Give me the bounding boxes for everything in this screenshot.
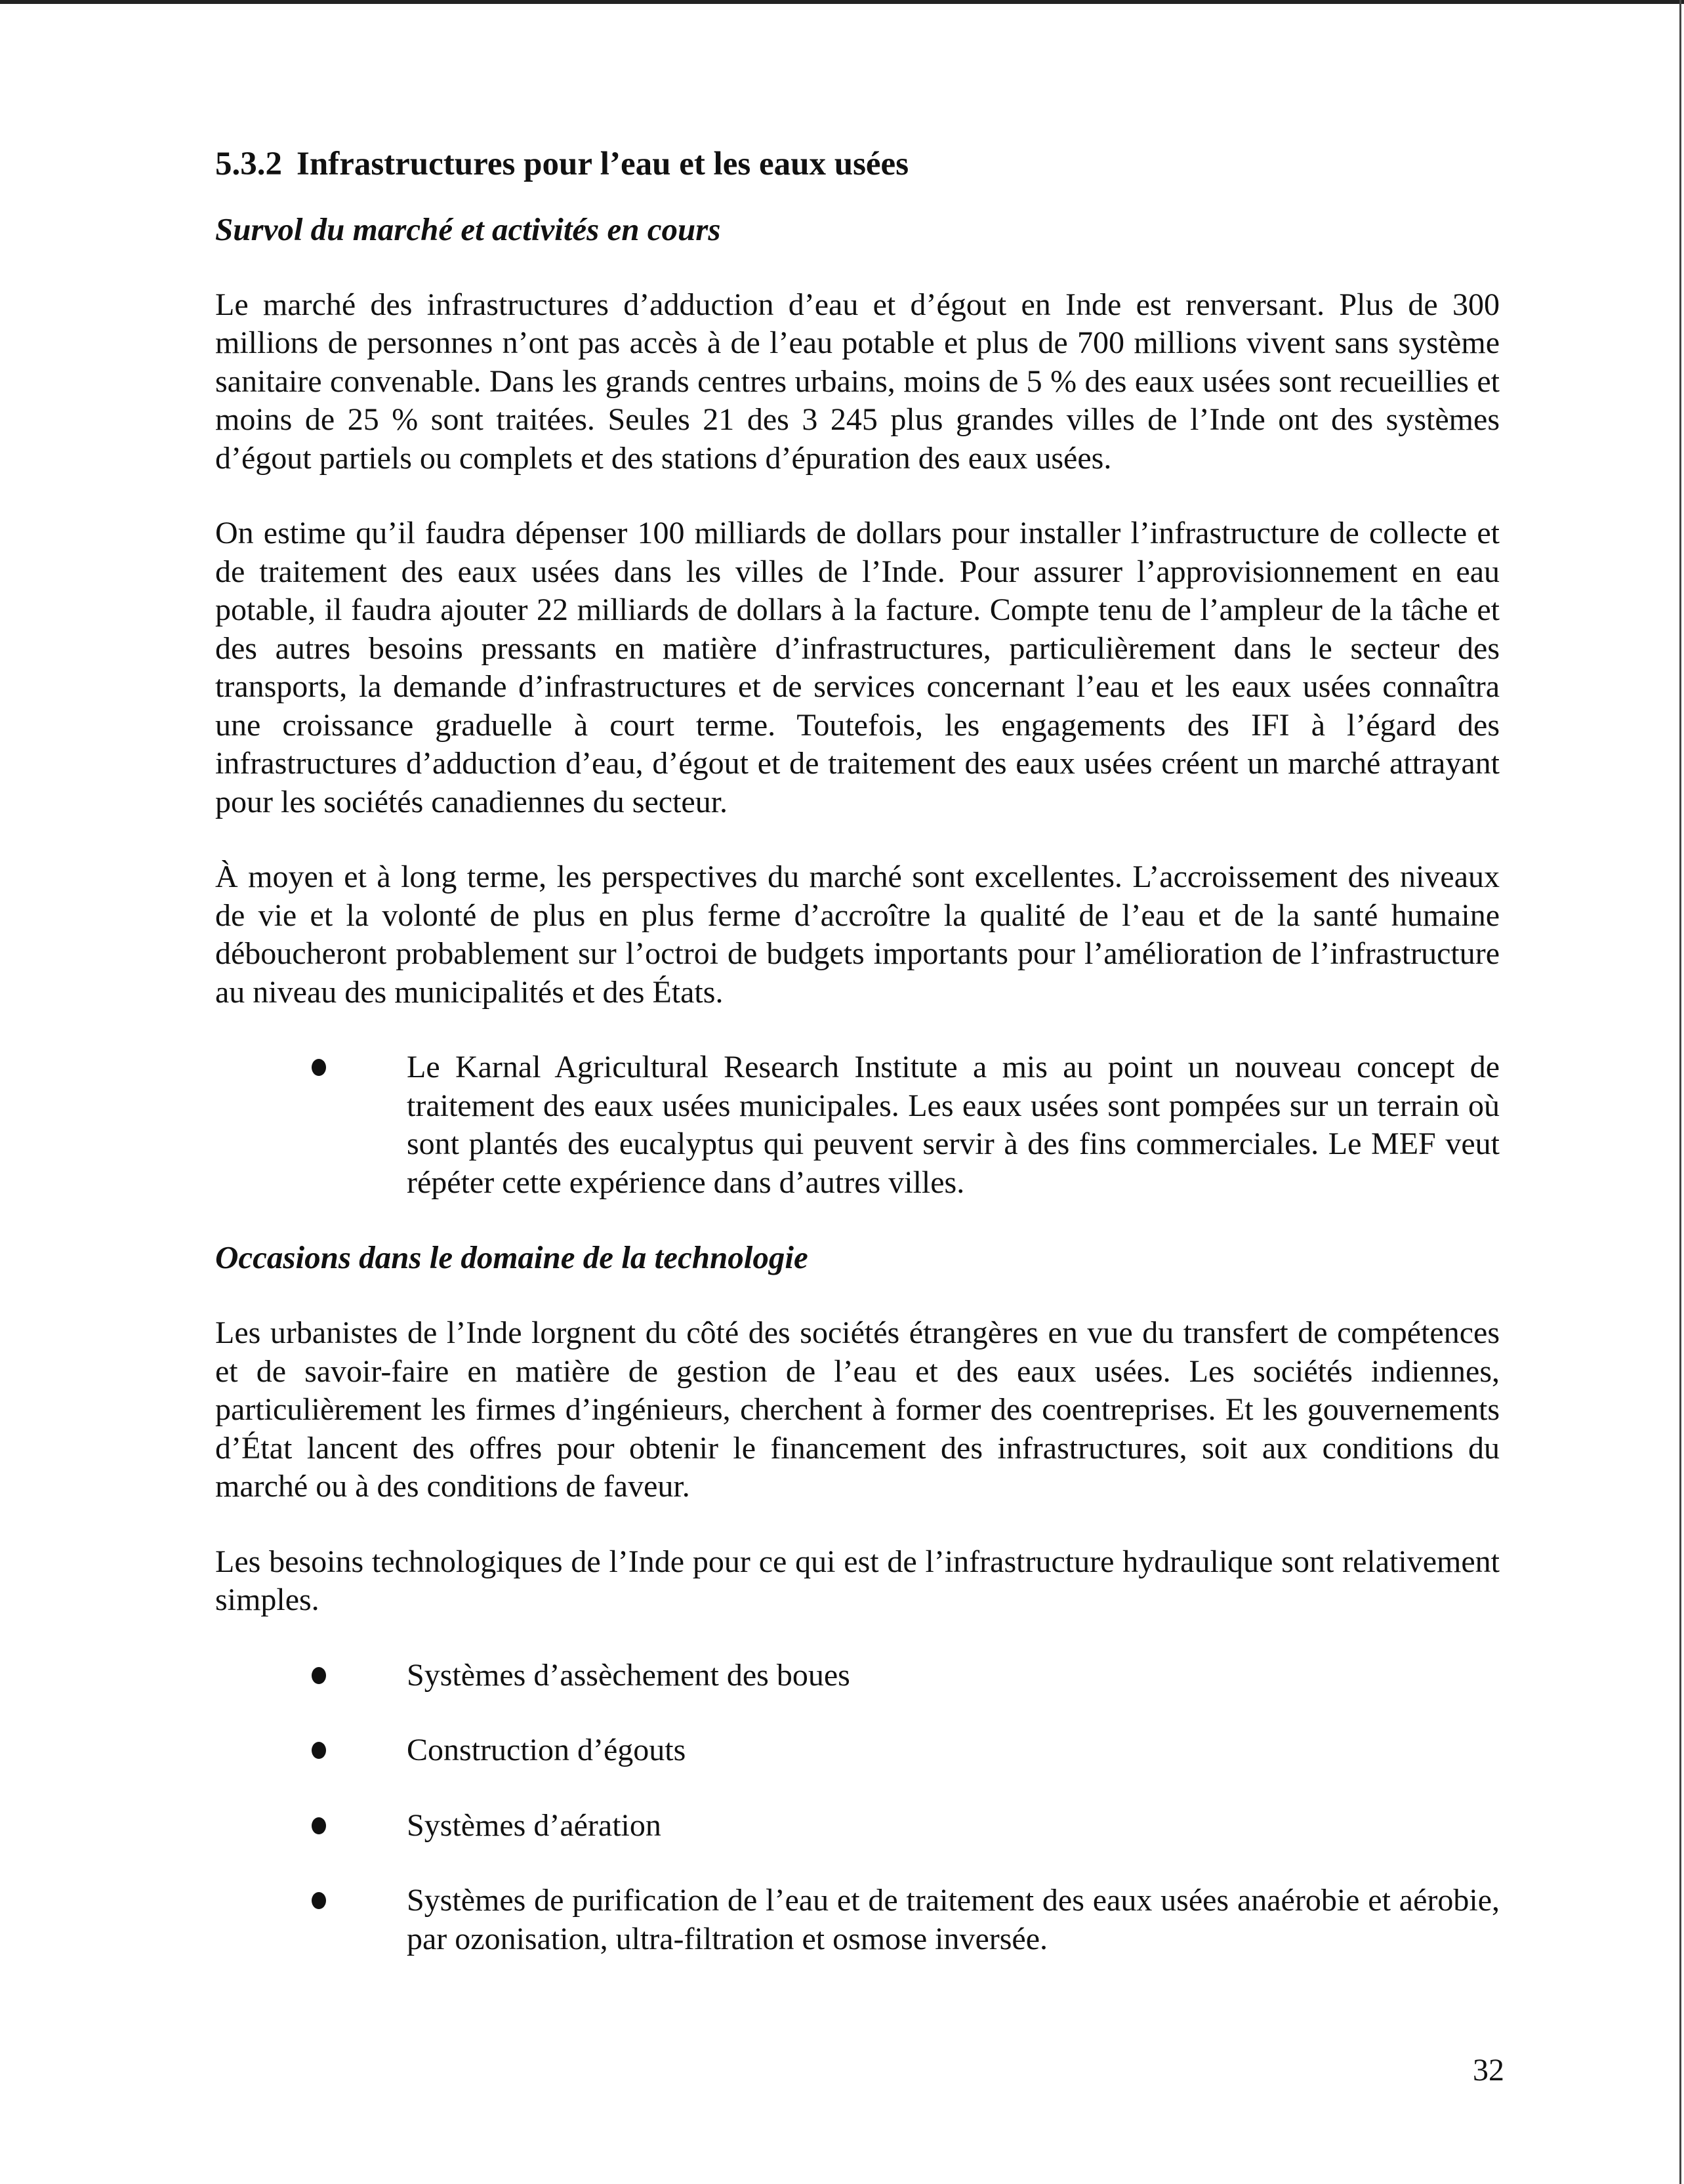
list-item [203,1731,1500,1770]
right-scan-edge [1679,0,1681,2184]
paragraph-technology-needs: Les besoins technologiques de l’Inde pour ce qui est de l’infrastructure hydraulique sont relativement simples. [215,1544,1500,1618]
document-page [203,144,1509,1995]
bullet-text: Systèmes d’assèchement des boues [407,1657,850,1693]
list-item [203,1807,1500,1845]
bullet-icon [312,1817,326,1834]
bullet-list-activities [203,1048,1509,1202]
paragraph-urban-planners: Les urbanistes de l’Inde lorgnent du côté des sociétés étrangères en vue du transfert de compétences et de savoir-faire en matière de gestion de l’eau et des eaux usées. Les sociétés indiennes, particulièrement les firmes d’ingénieurs, cherchent à former des coentreprises. Et les gouvernements d’État lancent des offres pour obtenir le financement des infrastructures, soit aux conditions du marché ou à des conditions de faveur. [215,1315,1500,1504]
bullet-text: Le Karnal Agricultural Research Institute a mis au point un nouveau concept de traitement des eaux usées municipales. Les eaux usées sont pompées sur un terrain où sont plantés des eucalyptus qui peuvent servir à des fins commerciales. Le MEF veut répéter cette expérience dans d’autres villes. [407,1050,1500,1200]
bullet-text: Construction d’égouts [407,1733,686,1768]
bullet-icon [312,1742,326,1759]
section-number: 5.3.2 [215,146,282,182]
bullet-icon [312,1059,326,1076]
list-item [203,1657,1500,1695]
bullet-text: Systèmes de purification de l’eau et de traitement des eaux usées anaérobie et aérobie, par ozonisation, ultra-filtration et osmose inversée. [407,1883,1500,1956]
paragraph-long-term-outlook: À moyen et à long terme, les perspectives du marché sont excellentes. L’accroissement des niveaux de vie et la volonté de plus en plus ferme d’accroître la qualité de l’eau et de la santé humaine déboucheront probablement sur l’octroi de budgets importants pour l’amélioration de l’infrastructure au niveau des municipalités et des États. [215,859,1500,1010]
subsection-title-market-overview: Survol du marché et activités en cours [215,211,721,248]
bullet-text: Systèmes d’aération [407,1807,661,1843]
subsection-title-technology-opportunities: Occasions dans le domaine de la technologie [215,1239,808,1276]
top-scan-edge [0,0,1684,4]
bullet-icon [312,1892,326,1909]
list-item [203,1048,1500,1202]
section-heading [215,144,1509,184]
section-title: Infrastructures pour l’eau et les eaux usées [297,146,909,182]
list-item [203,1882,1500,1958]
paragraph-investment-estimate: On estime qu’il faudra dépenser 100 milliards de dollars pour installer l’infrastructure de collecte et de traitement des eaux usées dans les villes de l’Inde. Pour assurer l’approvisionnement en eau potable, il faudra ajouter 22 milliards de dollars à la facture. Compte tenu de l’ampleur de la tâche et des autres besoins pressants en matière d’infrastructures, particulièrement dans le secteur des transports, la demande d’infrastructures et de services concernant l’eau et les eaux usées connaîtra une croissance graduelle à court terme. Toutefois, les engagements des IFI à l’égard des infrastructures d’adduction d’eau, d’égout et de traitement des eaux usées créent un marché attrayant pour les sociétés canadiennes du secteur. [215,516,1500,819]
paragraph-market-size: Le marché des infrastructures d’adduction d’eau et d’égout en Inde est renversant. Plus de 300 millions de personnes n’ont pas accès à de l’eau potable et plus de 700 millions vivent sans système sanitaire convenable. Dans les grands centres urbains, moins de 5 % des eaux usées sont recueillies et moins de 25 % sont traitées. Seules 21 des 3 245 plus grandes villes de l’Inde ont des systèmes d’égout partiels ou complets et des stations d’épuration des eaux usées. [215,287,1500,476]
bullet-icon [312,1667,326,1684]
bullet-list-technologies [203,1657,1509,1959]
page-number: 32 [1473,2053,1504,2088]
